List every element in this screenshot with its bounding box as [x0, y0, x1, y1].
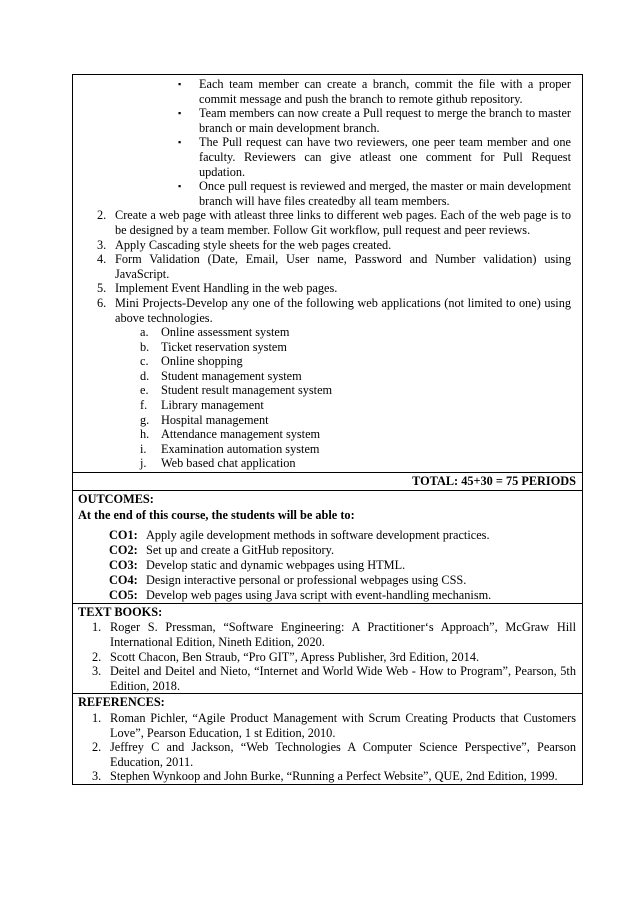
- textbook-text: Deitel and Deitel and Nieto, “Internet and World Wide Web - How to Program”, Pearson, 5th Edition, 2018.: [110, 664, 576, 693]
- project-text: Web based chat application: [161, 456, 296, 471]
- project-letter: j.: [140, 456, 147, 471]
- outcomes-intro: At the end of this course, the students will be able to:: [78, 508, 355, 523]
- project-letter: f.: [140, 398, 148, 413]
- project-letter: b.: [140, 339, 150, 354]
- exercise-number: 5.: [97, 281, 107, 296]
- outcome-text: Set up and create a GitHub repository.: [146, 542, 335, 557]
- project-letter: a.: [140, 325, 149, 340]
- course-outcome: [73, 573, 582, 588]
- project-letter: e.: [140, 383, 149, 398]
- bullet-text: The Pull request can have two reviewers, one peer team member and one faculty. Reviewers can give atleast one comment for Pull Request updation.: [199, 135, 571, 179]
- bullet-marker-icon: ▪: [178, 137, 182, 148]
- exercise-item: [78, 238, 577, 253]
- outcome-code: CO2:: [109, 542, 138, 557]
- reference-item: [73, 740, 582, 769]
- outcome-text: Develop static and dynamic webpages using HTML.: [146, 557, 406, 572]
- exercise-item: [78, 296, 577, 325]
- textbook-item: [73, 664, 582, 693]
- outcome-text: Develop web pages using Java script with event-handling mechanism.: [146, 587, 492, 602]
- exercise-text: Implement Event Handling in the web pages.: [115, 281, 338, 296]
- project-item: [78, 398, 577, 413]
- total-periods: TOTAL: 45+30 = 75 PERIODS: [72, 472, 583, 490]
- syllabus-page: [72, 74, 583, 785]
- outcome-code: CO4:: [109, 572, 138, 587]
- textbooks-heading: TEXT BOOKS:: [78, 604, 163, 619]
- exercise-text: Mini Projects-Develop any one of the following web applications (not limited to one) using above technologies.: [115, 295, 571, 325]
- textbook-item: [73, 650, 582, 665]
- textbook-item: [73, 620, 582, 649]
- project-text: Student result management system: [161, 383, 333, 398]
- project-text: Student management system: [161, 368, 302, 383]
- bullet-item: [78, 135, 577, 179]
- project-item: [78, 383, 577, 398]
- exercise-item: [78, 208, 577, 237]
- project-letter: h.: [140, 427, 150, 442]
- exercise-number: 3.: [97, 237, 107, 252]
- reference-item: [73, 711, 582, 740]
- course-outcome: [73, 543, 582, 558]
- project-text: Online shopping: [161, 354, 243, 369]
- project-letter: i.: [140, 441, 147, 456]
- exercise-text: Create a web page with atleast three links to different web pages. Each of the web page is to be designed by a team member. Follow Git workflow, pull request and peer reviews.: [115, 208, 571, 237]
- outcomes-section: [72, 490, 583, 603]
- outcome-text: Apply agile development methods in software development practices.: [146, 527, 490, 542]
- exercise-number: 2.: [97, 208, 107, 223]
- reference-number: 1.: [92, 710, 102, 725]
- course-outcome: [73, 588, 582, 603]
- project-text: Ticket reservation system: [161, 339, 287, 354]
- outcome-text: Design interactive personal or professional webpages using CSS.: [146, 572, 467, 587]
- bullet-item: [78, 77, 577, 106]
- course-outcome: [73, 528, 582, 543]
- project-item: [78, 427, 577, 442]
- bullet-marker-icon: ▪: [178, 181, 182, 192]
- project-item: [78, 340, 577, 355]
- reference-text: Stephen Wynkoop and John Burke, “Running a Perfect Website”, QUE, 2nd Edition, 1999.: [110, 769, 558, 784]
- bullet-text: Each team member can create a branch, commit the file with a proper commit message and push the branch to remote github repository.: [199, 77, 571, 106]
- exercise-number: 4.: [97, 252, 107, 267]
- bullet-marker-icon: ▪: [178, 108, 182, 119]
- bullet-item: [78, 179, 577, 208]
- textbooks-section: [72, 603, 583, 694]
- project-letter: g.: [140, 412, 150, 427]
- project-text: Library management: [161, 398, 264, 413]
- project-item: [78, 325, 577, 340]
- project-letter: d.: [140, 368, 150, 383]
- references-heading: REFERENCES:: [78, 695, 165, 710]
- exercise-text: Form Validation (Date, Email, User name, Password and Number validation) using JavaScript.: [115, 252, 571, 281]
- project-item: [78, 413, 577, 428]
- textbook-number: 3.: [92, 664, 102, 679]
- reference-text: Jeffrey C and Jackson, “Web Technologies A Computer Science Perspective”, Pearson Education, 2011.: [110, 740, 576, 769]
- outcome-code: CO3:: [109, 557, 138, 572]
- exercise-item: [78, 281, 577, 296]
- reference-number: 3.: [92, 769, 102, 784]
- exercise-text: Apply Cascading style sheets for the web pages created.: [115, 237, 392, 252]
- course-outcome: [73, 558, 582, 573]
- bullet-text: Team members can now create a Pull request to merge the branch to master branch or main development branch.: [199, 106, 571, 135]
- outcomes-heading: OUTCOMES:: [78, 491, 154, 506]
- outcome-code: CO1:: [109, 527, 138, 542]
- textbook-text: Roger S. Pressman, “Software Engineering: A Practitioner‘s Approach”, McGraw Hill International Edition, Nineth Edition, 2020.: [110, 620, 576, 649]
- exercise-item: [78, 252, 577, 281]
- reference-number: 2.: [92, 740, 102, 755]
- reference-item: [73, 769, 582, 784]
- bullet-text: Once pull request is reviewed and merged, the master or main development branch will have files createdby all team members.: [199, 179, 571, 208]
- project-item: [78, 369, 577, 384]
- references-section: [72, 693, 583, 785]
- reference-text: Roman Pichler, “Agile Product Management with Scrum Creating Products that Customers Love”, Pearson Education, 1 st Edition, 2010.: [110, 710, 576, 740]
- bullet-marker-icon: ▪: [178, 79, 182, 89]
- project-letter: c.: [140, 354, 149, 369]
- project-item: [78, 456, 577, 471]
- project-text: Attendance management system: [161, 427, 321, 442]
- project-text: Examination automation system: [161, 441, 320, 456]
- textbook-number: 1.: [92, 620, 102, 635]
- project-text: Online assessment system: [161, 325, 290, 340]
- project-item: [78, 354, 577, 369]
- exercise-number: 6.: [97, 295, 107, 310]
- exercise-section: [72, 74, 583, 472]
- textbook-text: Scott Chacon, Ben Straub, “Pro GIT”, Apress Publisher, 3rd Edition, 2014.: [110, 649, 480, 664]
- outcome-code: CO5:: [109, 587, 138, 602]
- bullet-item: [78, 106, 577, 135]
- project-item: [78, 442, 577, 457]
- project-text: Hospital management: [161, 412, 269, 427]
- textbook-number: 2.: [92, 649, 102, 664]
